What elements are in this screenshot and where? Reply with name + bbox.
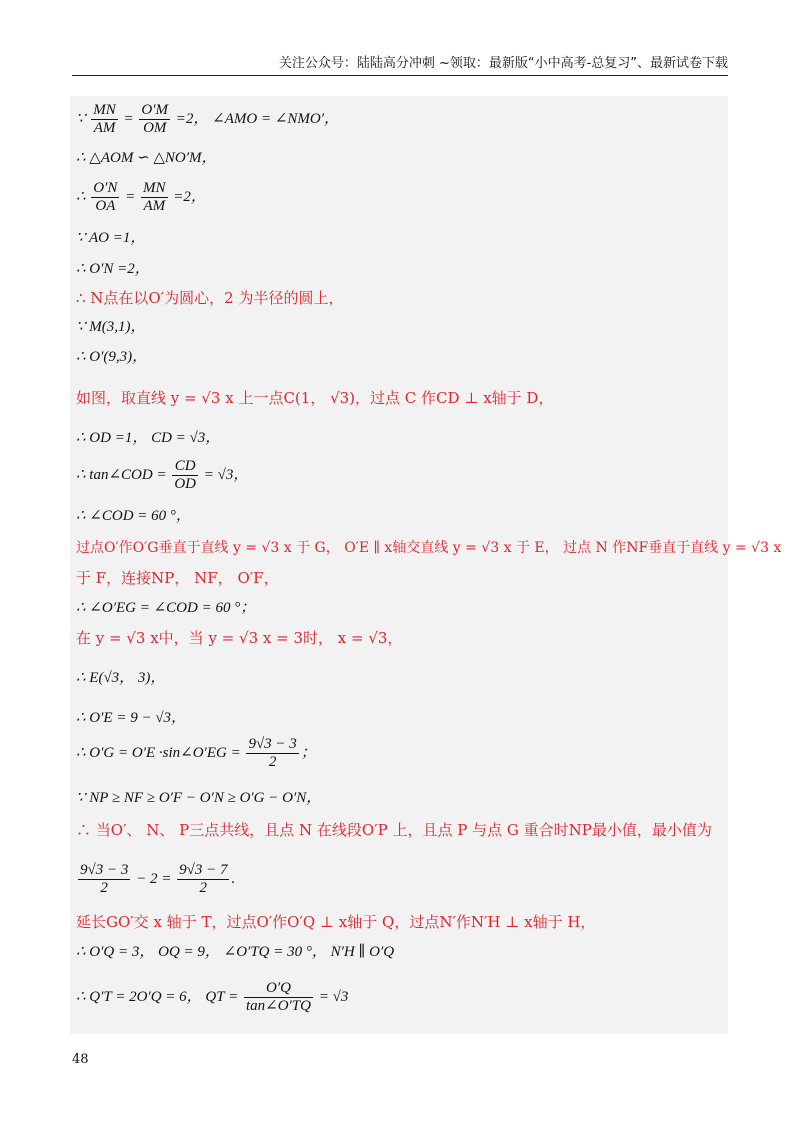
line-20: ∵ NP ≥ NF ≥ O′F − O′N ≥ O′G − O′N，: [76, 790, 322, 806]
line-15: ∴ ∠O′EG = ∠COD = 60 °；: [76, 600, 256, 616]
fraction: $\frac{9√3 - 3}{2}$: [248, 736, 297, 770]
line-11: ∴ tan∠COD = $\frac{CD}{OD}$ = √3，: [76, 458, 249, 492]
line-1: ∵ $\frac{MN}{AM}$ = $\frac{O'M}{OM}$ =2， ∠AMO = ∠NMO′，: [76, 102, 340, 136]
line-4: ∵ AO =1，: [76, 230, 146, 246]
line-13: 过点O′作O′G垂直于直线 y = √3 x 于 G， O′E ∥ x轴交直线 y = √3 x 于 E， 过点 N 作NF垂直于直线 y = √3 x: [76, 540, 782, 556]
line-14: 于 F，连接NP， NF， O′F，: [76, 569, 279, 587]
fraction: $\frac{O'N}{OA}$: [93, 180, 118, 214]
fraction: $\frac{MN}{AM}$: [143, 180, 166, 214]
line-9: 如图，取直线 y = √3 x 上一点C(1， √3)，过点 C 作CD ⊥ x轴于 D，: [76, 389, 554, 407]
line-7: ∵ M(3,1)，: [76, 319, 146, 335]
line-24: ∴ O′Q = 3， OQ = 9， ∠O′TQ = 30 °， N′H ∥ O′Q: [76, 944, 395, 960]
line-8: ∴ O′(9,3)，: [76, 349, 148, 365]
fraction: $\frac{MN}{AM}$: [93, 102, 116, 136]
fraction: $\frac{O'M}{OM}$: [141, 102, 169, 136]
line-18: ∴ O′E = 9 − √3，: [76, 710, 187, 726]
page-header: 关注公众号：陆陆高分冲刺 ~领取：最新版“小中高考-总复习”、最新试卷下载: [72, 52, 728, 76]
line-22: $\frac{9√3 - 3}{2}$ − 2 = $\frac{9√3 - 7}{2}$ .: [80, 862, 236, 896]
line-5: ∴ O′N =2，: [76, 261, 150, 277]
page-number: 48: [72, 1052, 89, 1067]
line-25: ∴ Q′T = 2O′Q = 6， QT = $\frac{O'Q}{\tan\angle O'TQ}$ = √3: [76, 980, 349, 1014]
line-10: ∴ OD =1， CD = √3，: [76, 430, 221, 446]
line-21: ∴ 当O′、 N、 P三点共线，且点 N 在线段O′P 上，且点 P 与点 G 重合时NP最小值，最小值为: [76, 821, 712, 839]
line-23: 延长GO′交 x 轴于 T，过点O′作O′Q ⊥ x轴于 Q，过点N′作N′H ⊥ x轴于 H，: [76, 913, 596, 931]
line-1-pre: ∵: [76, 110, 90, 127]
line-6: ∴ N点在以O′为圆心，2 为半径的圆上，: [76, 289, 344, 307]
fraction: $\frac{9√3 - 3}{2}$: [80, 862, 129, 896]
fraction: $\frac{CD}{OD}$: [174, 458, 196, 492]
line-17: ∴ E(√3， 3)，: [76, 670, 166, 686]
fraction: $\frac{O'Q}{\tan\angle O'TQ}$: [245, 980, 311, 1014]
solution-content: [70, 96, 782, 1034]
line-3: ∴ $\frac{O'N}{OA}$ = $\frac{MN}{AM}$ =2，: [76, 180, 206, 214]
line-12: ∴ ∠COD = 60 °，: [76, 508, 191, 524]
line-16: 在 y = √3 x中，当 y = √3 x = 3时， x = √3，: [76, 629, 403, 647]
fraction: $\frac{9√3 - 7}{2}$: [179, 862, 228, 896]
line-2: ∴ △AOM ∽ △NO′M，: [76, 150, 217, 166]
line-19: ∴ O′G = O′E ·sin∠O′EG = $\frac{9√3 - 3}{2}$ ；: [76, 736, 316, 770]
